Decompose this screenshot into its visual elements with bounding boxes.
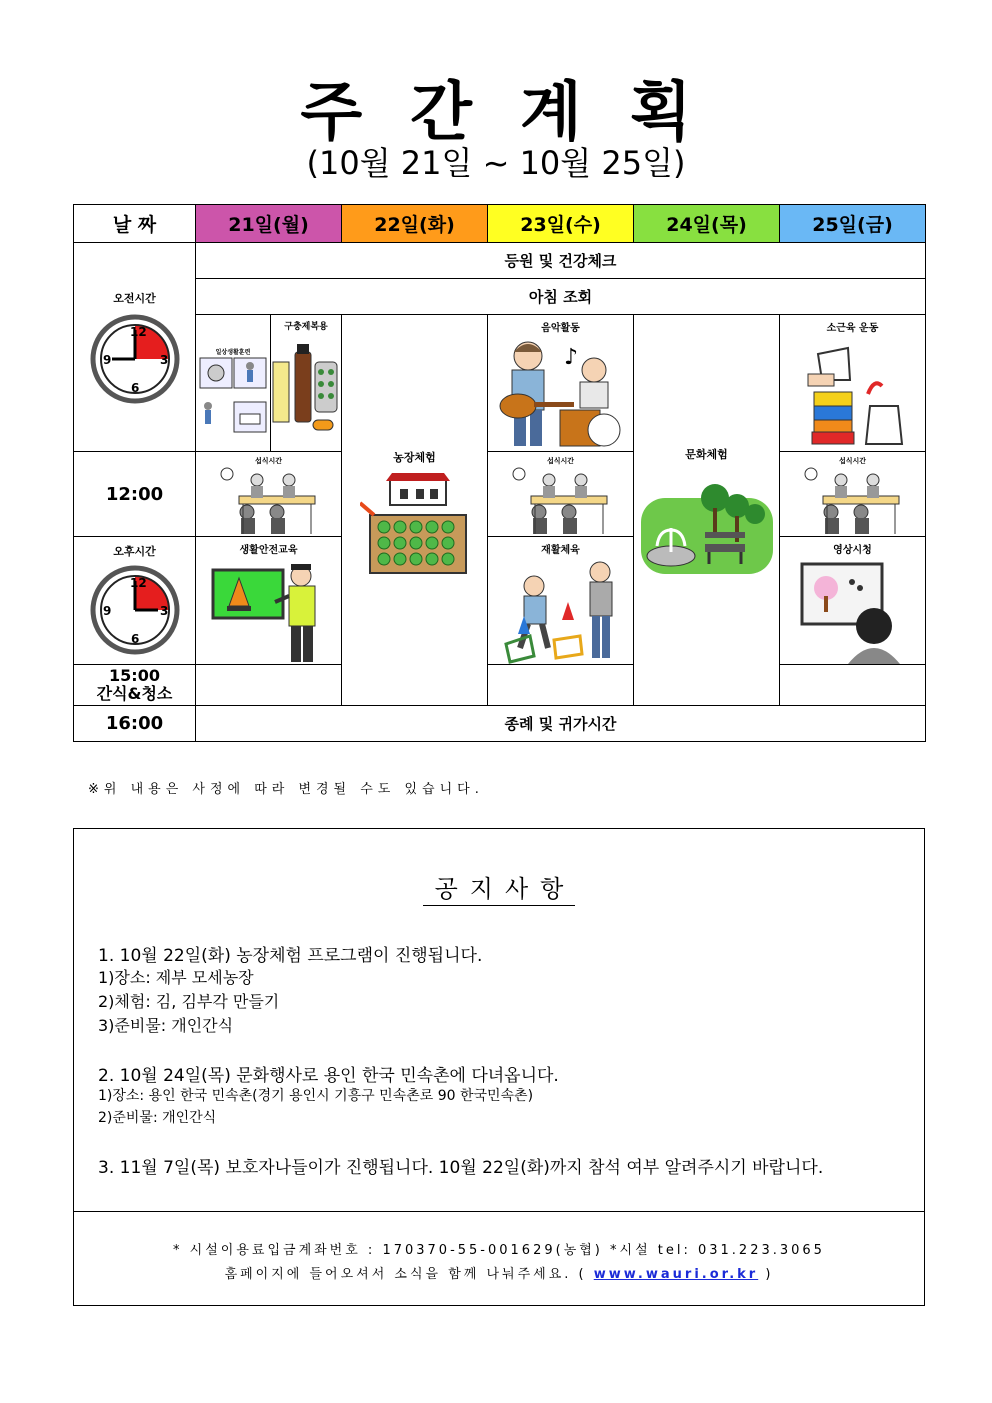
safety-education-label: 생활안전교육 xyxy=(239,545,298,556)
cup-stacking-icon xyxy=(798,334,908,449)
rehab-exercise-icon xyxy=(496,556,626,664)
mealtime-icon xyxy=(803,466,903,536)
safety-education-icon xyxy=(209,556,329,664)
morning-meeting-row: 아침 조회 xyxy=(196,279,926,315)
music-activity-icon xyxy=(494,334,628,449)
mon-snack-cell xyxy=(196,665,342,706)
mon-safety-cell xyxy=(196,537,342,665)
weekly-schedule-table xyxy=(73,204,926,742)
svg-text:3: 3 xyxy=(159,353,168,367)
mon-morning-cell xyxy=(196,315,342,452)
thu-culture-cell xyxy=(634,315,780,706)
day-header-mon: 21일(월) xyxy=(196,205,342,243)
wed-rehab-cell xyxy=(488,537,634,665)
homepage-link[interactable]: www.wauri.or.kr xyxy=(593,1267,759,1282)
svg-text:3: 3 xyxy=(159,604,168,618)
daily-living-icon xyxy=(198,356,268,436)
day-header-wed: 23일(수) xyxy=(488,205,634,243)
morning-time-cell xyxy=(74,243,196,452)
deworming-label: 구충제복용 xyxy=(284,322,328,332)
notice-item-1-line-1: 1)장소: 제부 모세농장 xyxy=(98,968,254,987)
date-header: 날 짜 xyxy=(74,205,196,243)
homepage-info: 홈페이지에 들어오셔서 소식을 함께 나눠주세요. ( www.wauri.or.kr ) xyxy=(224,1267,774,1282)
svg-text:9: 9 xyxy=(102,353,111,367)
svg-text:9: 9 xyxy=(102,604,111,618)
svg-text:♪: ♪ xyxy=(563,345,578,370)
notice-divider xyxy=(74,1211,924,1212)
wed-music-cell xyxy=(488,315,634,452)
notice-title: 공지사항 xyxy=(74,869,924,904)
notice-box xyxy=(73,828,925,1306)
fri-snack-cell xyxy=(780,665,926,706)
page-title: 주간계획 xyxy=(300,76,740,150)
svg-text:6: 6 xyxy=(130,632,139,646)
clock-afternoon-icon xyxy=(90,565,180,655)
video-watching-label: 영상시청 xyxy=(833,545,872,556)
wed-meal-cell xyxy=(488,452,634,537)
svg-text:6: 6 xyxy=(130,381,139,395)
snack-label: 간식&청소 xyxy=(96,684,173,703)
fri-muscle-cell xyxy=(780,315,926,452)
notice-item-1-line-2: 2)체험: 김, 김부각 만들기 xyxy=(98,992,280,1011)
notice-item-1-heading: 1. 10월 22일(화) 농장체험 프로그램이 진행됩니다. xyxy=(98,946,483,966)
afternoon-time-cell xyxy=(74,537,196,665)
svg-text:12: 12 xyxy=(129,325,147,339)
video-watching-icon xyxy=(798,556,908,664)
fri-meal-label: 섭식시간 xyxy=(838,457,867,465)
notice-item-3-heading: 3. 11월 7일(목) 보호자나들이가 진행됩니다. 10월 22일(화)까지 참석 여부 알려주시기 바랍니다. xyxy=(98,1158,824,1178)
fri-video-cell xyxy=(780,537,926,665)
checkin-row: 등원 및 건강체크 xyxy=(196,243,926,279)
fri-meal-cell xyxy=(780,452,926,537)
farm-icon xyxy=(360,471,470,576)
medicine-icon xyxy=(271,332,341,437)
account-info: * 시설이용료입금계좌번호 : 170370-55-001629(농협) *시설 tel: 031.223.3065 xyxy=(173,1243,825,1258)
notice-item-2-line-1: 1)장소: 용인 한국 민속촌(경기 용인시 기흥구 민속촌로 90 한국민속촌) xyxy=(98,1088,534,1104)
fine-motor-label: 소근육 운동 xyxy=(826,323,879,334)
notice-item-2-heading: 2. 10월 24일(목) 문화행사로 용인 한국 민속촌에 다녀옵니다. xyxy=(98,1066,559,1086)
noon-time-cell: 12:00 xyxy=(74,452,196,537)
end-time-cell: 16:00 xyxy=(74,706,196,742)
farm-label: 농장체험 xyxy=(393,450,436,464)
wed-meal-label: 섭식시간 xyxy=(546,457,575,465)
page-subtitle: (10월 21일 ~ 10월 25일) xyxy=(306,144,686,182)
notice-item-2-line-2: 2)준비물: 개인간식 xyxy=(98,1110,217,1126)
change-notice: ※위 내용은 사정에 따라 변경될 수도 있습니다. xyxy=(88,782,484,797)
tue-farm-cell xyxy=(342,315,488,706)
mon-meal-cell xyxy=(196,452,342,537)
wed-snack-cell xyxy=(488,665,634,706)
svg-text:12: 12 xyxy=(129,576,147,590)
day-header-fri: 25일(금) xyxy=(780,205,926,243)
clock-morning-icon xyxy=(90,314,180,404)
morning-label: 오전시간 xyxy=(113,292,156,305)
snack-time-cell xyxy=(74,665,196,706)
afternoon-label: 오후시간 xyxy=(113,545,156,558)
culture-label: 문화체험 xyxy=(685,448,728,461)
day-header-tue: 22일(화) xyxy=(342,205,488,243)
daily-training-label: 일상생활훈련 xyxy=(215,349,251,356)
dismissal-row: 종례 및 귀가시간 xyxy=(196,706,926,742)
day-header-thu: 24일(목) xyxy=(634,205,780,243)
mealtime-icon xyxy=(511,466,611,536)
park-icon xyxy=(639,468,775,578)
mealtime-icon xyxy=(219,466,319,536)
notice-item-1-line-3: 3)준비물: 개인간식 xyxy=(98,1016,234,1035)
music-label: 음악활동 xyxy=(541,323,580,334)
rehab-pe-label: 재활체육 xyxy=(541,545,580,556)
mon-meal-label: 섭식시간 xyxy=(254,457,283,465)
snack-time: 15:00 xyxy=(109,666,160,685)
